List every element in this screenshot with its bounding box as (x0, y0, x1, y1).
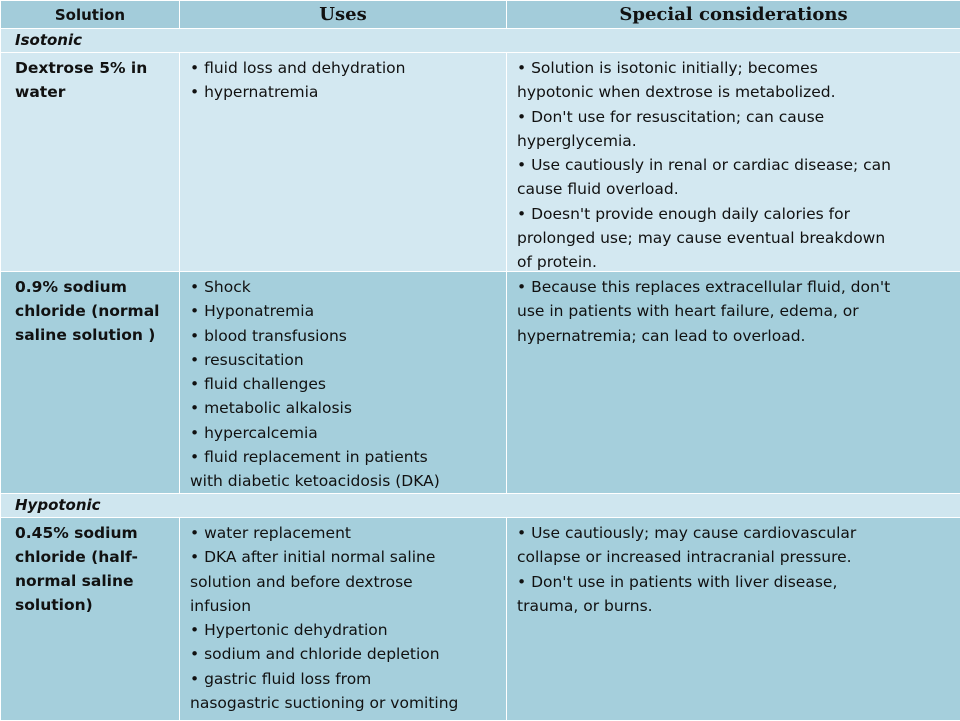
considerations-half-normal-saline (507, 518, 960, 721)
list-item: • fluid loss and dehydration (190, 59, 406, 77)
solution-dextrose-5 (1, 53, 180, 272)
list-item: solution and before dextrose (190, 572, 413, 591)
uses-half-normal-saline (180, 518, 507, 721)
considerations-normal-saline (507, 272, 960, 494)
list-item: • Use cautiously; may cause cardiovascular (517, 524, 857, 542)
list-item: • hypernatremia (190, 83, 319, 102)
list-item: nasogastric suctioning or vomiting (190, 694, 459, 713)
list-item: hypernatremia; can lead to overload. (517, 326, 806, 345)
list-item: • Doesn't provide enough daily calories for (517, 204, 850, 223)
solution-line: saline solution ) (15, 326, 156, 344)
list-item: • Use cautiously in renal or cardiac disease; can (517, 156, 892, 175)
solution-line: 0.9% sodium (15, 278, 127, 296)
list-item: • Solution is isotonic initially; becomes (517, 59, 818, 77)
solution-line: solution) (15, 596, 93, 614)
list-item: of protein. (517, 253, 597, 272)
list-item: • Don't use in patients with liver disease, (517, 572, 838, 591)
solution-line: 0.45% sodium (15, 524, 138, 542)
list-item: • resuscitation (190, 350, 304, 369)
list-item: collapse or increased intracranial pressure. (517, 548, 852, 567)
list-item: • Shock (190, 278, 251, 296)
list-item: • fluid replacement in patients (190, 448, 428, 467)
list-item: infusion (190, 596, 252, 615)
list-item: • Don't use for resuscitation; can cause (517, 107, 825, 126)
list-item: hyperglycemia. (517, 131, 637, 150)
solution-line: Dextrose 5% in (15, 59, 148, 77)
solution-line: normal saline (15, 572, 134, 590)
header-uses: Uses (180, 1, 507, 29)
list-item: • sodium and chloride depletion (190, 645, 440, 664)
list-item: • Hypertonic dehydration (190, 621, 388, 640)
uses-dextrose-5 (180, 53, 507, 272)
section-isotonic: Isotonic (1, 29, 960, 53)
solution-line: water (15, 83, 66, 101)
list-item: use in patients with heart failure, edema, or (517, 302, 859, 321)
list-item: prolonged use; may cause eventual breakdown (517, 229, 886, 248)
list-item: • DKA after initial normal saline (190, 548, 436, 567)
list-item: • blood transfusions (190, 326, 347, 345)
list-item: • metabolic alkalosis (190, 399, 352, 418)
solution-line: chloride (half- (15, 548, 138, 566)
list-item: • gastric fluid loss from (190, 669, 372, 688)
list-item: • water replacement (190, 524, 351, 542)
list-item: trauma, or burns. (517, 596, 653, 615)
uses-normal-saline (180, 272, 507, 494)
solution-normal-saline (1, 272, 180, 494)
considerations-dextrose-5 (507, 53, 960, 272)
list-item: • hypercalcemia (190, 423, 318, 442)
list-item: with diabetic ketoacidosis (DKA) (190, 472, 440, 491)
list-item: • Because this replaces extracellular fluid, don't (517, 278, 891, 296)
solution-line: chloride (normal (15, 302, 160, 320)
list-item: cause fluid overload. (517, 180, 679, 199)
list-item: • fluid challenges (190, 375, 326, 394)
section-hypotonic: Hypotonic (1, 494, 960, 518)
list-item: • Hyponatremia (190, 302, 315, 321)
header-solution: Solution (1, 1, 180, 29)
header-special-considerations: Special considerations (507, 1, 960, 29)
list-item: hypotonic when dextrose is metabolized. (517, 83, 836, 102)
solution-half-normal-saline (1, 518, 180, 721)
